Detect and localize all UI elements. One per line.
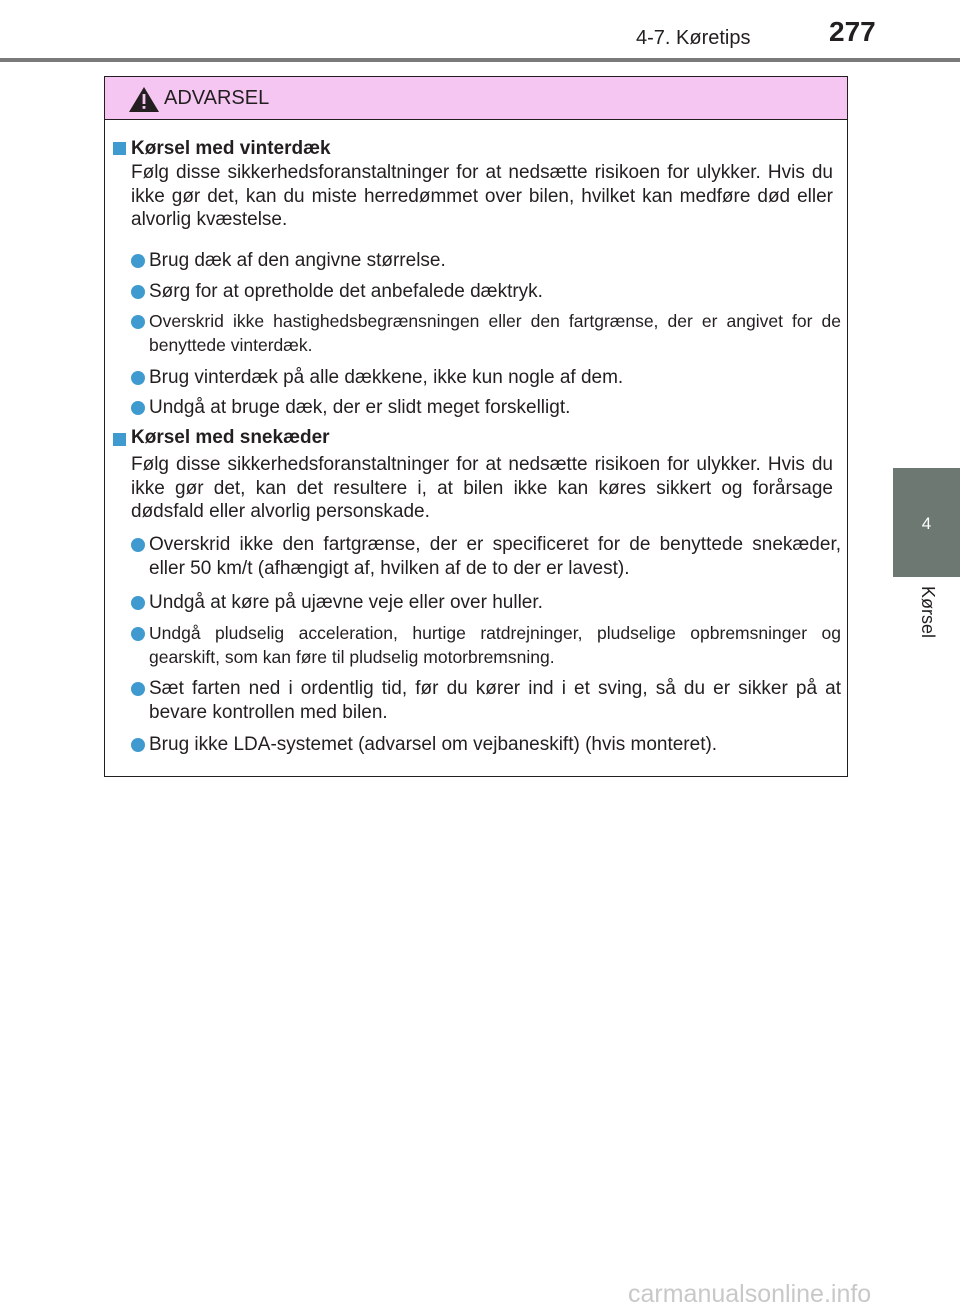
list-item: Undgå at køre på ujævne veje eller over huller. — [149, 592, 543, 613]
list-item: Undgå pludselig acceleration, hurtige ratdrejninger, pludselige opbremsninger og gearskift, som kan føre til pludselig motorbremsning. — [149, 623, 841, 667]
bullet-icon — [131, 682, 145, 696]
warning-box — [104, 76, 848, 777]
chapter-number: 4 — [921, 514, 932, 533]
bullet-icon — [131, 596, 145, 610]
bullet-icon — [131, 371, 145, 385]
chapter-label: Kørsel — [918, 586, 938, 639]
bullet-icon — [131, 285, 145, 299]
section-title: 4-7. Køretips — [636, 27, 751, 49]
chapter-tab — [893, 468, 960, 577]
warning-triangle-icon — [128, 86, 160, 113]
watermark: carmanualsonline.info — [628, 1280, 872, 1308]
section-title-winter-tires: Kørsel med vinterdæk — [131, 138, 331, 159]
section-marker-icon — [113, 433, 126, 446]
page-number: 277 — [829, 16, 876, 47]
section-title-snow-chains: Kørsel med snekæder — [131, 427, 330, 448]
page-header — [0, 0, 960, 60]
warning-label: ADVARSEL — [164, 87, 270, 109]
warning-header — [105, 77, 847, 120]
bullet-icon — [131, 738, 145, 752]
list-item: Overskrid ikke den fartgrænse, der er specificeret for de benyttede snekæder, eller 50 km/t (afhængigt af, hvilken af de to der er lavest). — [149, 534, 841, 579]
list-item: Brug dæk af den angivne størrelse. — [149, 250, 446, 271]
bullet-icon — [131, 254, 145, 268]
bullet-icon — [131, 315, 145, 329]
bullet-icon — [131, 627, 145, 641]
list-item: Sørg for at opretholde det anbefalede dæktryk. — [149, 281, 543, 302]
header-rule — [0, 58, 960, 62]
section-intro-winter-tires: Følg disse sikkerhedsforanstaltninger for at nedsætte risikoen for ulykker. Hvis du ikke gør det, kan du miste herredømmet over bilen, hvilket kan medføre død eller alvorlig kvæstelse. — [131, 162, 833, 230]
section-marker-icon — [113, 142, 126, 155]
list-item: Undgå at bruge dæk, der er slidt meget forskelligt. — [149, 397, 571, 418]
section-intro-snow-chains: Følg disse sikkerhedsforanstaltninger for at nedsætte risikoen for ulykker. Hvis du ikke gør det, kan det resultere i, at bilen ikke kan køres sikkert og forårsage dødsfald eller alvorlig personskade. — [131, 454, 833, 522]
list-item: Sæt farten ned i ordentlig tid, før du kører ind i et sving, så du er sikker på at bevare kontrollen med bilen. — [149, 678, 841, 723]
chapter-label-container — [893, 586, 960, 656]
list-item: Brug vinterdæk på alle dækkene, ikke kun nogle af dem. — [149, 367, 624, 388]
list-item: Brug ikke LDA-systemet (advarsel om vejbaneskift) (hvis monteret). — [149, 734, 718, 755]
bullet-icon — [131, 538, 145, 552]
bullet-icon — [131, 401, 145, 415]
list-item: Overskrid ikke hastighedsbegrænsningen eller den fartgrænse, der er angivet for de benyttede vinterdæk. — [149, 311, 841, 355]
